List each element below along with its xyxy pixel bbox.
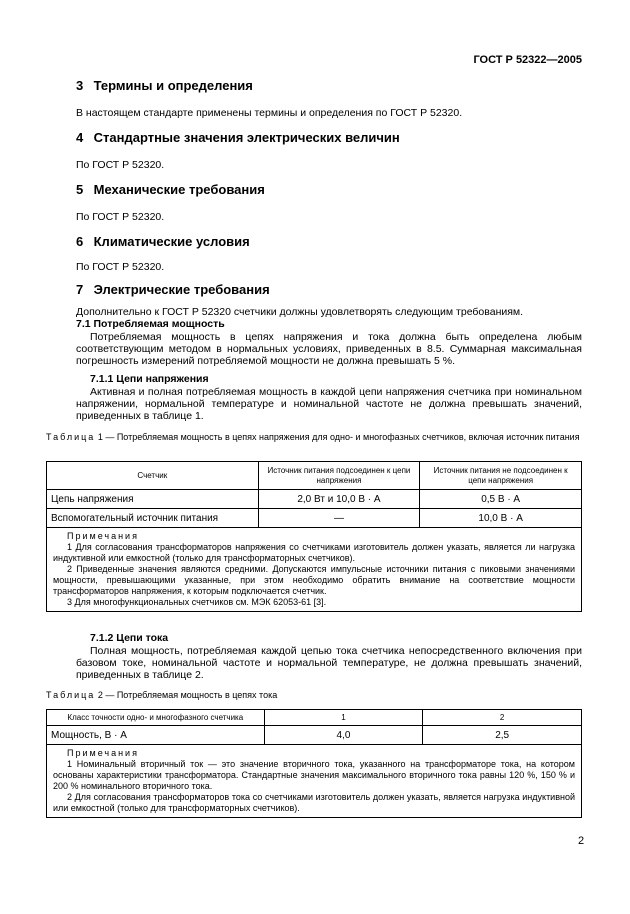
table-1-header-meter: Счетчик	[47, 462, 259, 490]
table-cell: 4,0	[264, 726, 423, 745]
table-cell: Вспомогательный источник питания	[47, 509, 259, 528]
table-2-header-1: 1	[264, 710, 423, 726]
table-row	[47, 509, 582, 528]
table-row	[47, 490, 582, 509]
table-cell: 0,5 В · А	[420, 490, 582, 509]
table-1-notes	[47, 528, 582, 612]
section-7-1-heading: 7.1 Потребляемая мощность	[76, 318, 225, 330]
table-1-caption: Таблица 1 — Потребляемая мощность в цепях напряжения для одно- и многофазных счетчиков, включая источник питания	[46, 432, 580, 442]
section-7-1-2-text: Полная мощность, потребляемая каждой цепью тока счетчика непосредственного включения при базовом токе, номинальной частоте и нормальной температуре, не должна превышать значений, приведенных в таблице 2.	[76, 645, 582, 681]
section-6-text: По ГОСТ Р 52320.	[76, 261, 165, 273]
table-2	[46, 709, 582, 818]
table-2-notes	[47, 745, 582, 818]
table-cell: Мощность, В · А	[47, 726, 265, 745]
section-3-heading: 3 Термины и определения	[76, 78, 253, 93]
table-cell: Цепь напряжения	[47, 490, 259, 509]
section-5-text: По ГОСТ Р 52320.	[76, 211, 165, 223]
table-2-notes-title: Примечания	[67, 748, 139, 758]
table-cell: 2,5	[423, 726, 582, 745]
table-2-note: 2 Для согласования трансформаторов тока со счетчиками изготовитель должен указать, является нагрузка индуктивной или емкостной (только для трансформаторных счетчиков).	[53, 792, 575, 813]
table-1-header-connected: Источник питания подсоединен к цепи напряжения	[258, 462, 420, 490]
table-2-header-class: Класс точности одно- и многофазного счетчика	[47, 710, 265, 726]
section-6-heading: 6 Климатические условия	[76, 234, 250, 249]
section-7-1-1-heading: 7.1.1 Цепи напряжения	[90, 373, 209, 385]
table-cell: 2,0 Вт и 10,0 В · А	[258, 490, 420, 509]
table-1-notes-title: Примечания	[67, 531, 139, 541]
table-1-header-not-connected: Источник питания не подсоединен к цепи напряжения	[420, 462, 582, 490]
section-5-heading: 5 Механические требования	[76, 182, 265, 197]
section-7-1-2-heading: 7.1.2 Цепи тока	[90, 632, 169, 644]
table-2-caption: Таблица 2 — Потребляемая мощность в цепях тока	[46, 690, 278, 700]
section-3-text: В настоящем стандарте применены термины и определения по ГОСТ Р 52320.	[76, 107, 463, 119]
table-row	[47, 726, 582, 745]
table-1-note: 1 Для согласования трансформаторов напряжения со счетчиками изготовитель должен указать, является ли нагрузка индуктивной или емкостной (только для трансформаторных счетчиков).	[53, 542, 575, 563]
section-7-heading: 7 Электрические требования	[76, 282, 270, 297]
section-4-text: По ГОСТ Р 52320.	[76, 159, 165, 171]
table-cell: 10,0 В · А	[420, 509, 582, 528]
table-1	[46, 461, 582, 612]
table-2-note: 1 Номинальный вторичный ток — это значение вторичного тока, указанного на трансформаторе тока, на котором основаны характеристики трансформатора. Стандартные значения максимального вторичного тока равны 120 %, 150 % и 200 % номинального вторичного тока.	[53, 759, 575, 791]
table-2-header-2: 2	[423, 710, 582, 726]
section-4-heading: 4 Стандартные значения электрических величин	[76, 130, 400, 145]
table-1-note: 3 Для многофункциональных счетчиков см. МЭК 62053-61 [3].	[67, 597, 327, 607]
table-cell: —	[258, 509, 420, 528]
page-number: 2	[578, 835, 585, 847]
section-7-1-1-text: Активная и полная потребляемая мощность в каждой цепи напряжения счетчика при номинальном напряжении, нормальной температуре и номинальной частоте не должна превышать значений, приведенных в таблице 1.	[76, 386, 582, 422]
section-7-text: Дополнительно к ГОСТ Р 52320 счетчики должны удовлетворять следующим требованиям.	[76, 306, 524, 318]
section-7-1-text: Потребляемая мощность в цепях напряжения и тока должна быть определена любым соответствующим методом в нормальных условиях, приведенных в 8.5. Суммарная максимальная погрешность измерений потребляемой мощности не должна превышать 5 %.	[76, 331, 582, 367]
document-header: ГОСТ Р 52322—2005	[473, 54, 582, 66]
table-1-note: 2 Приведенные значения являются средними. Допускаются импульсные источники питания с пиковыми значениями мощности, превышающими указанные, при этом необходимо обратить внимание на соответствие мощности трансформаторов напряжения, к которым подключается счетчик.	[53, 564, 575, 596]
